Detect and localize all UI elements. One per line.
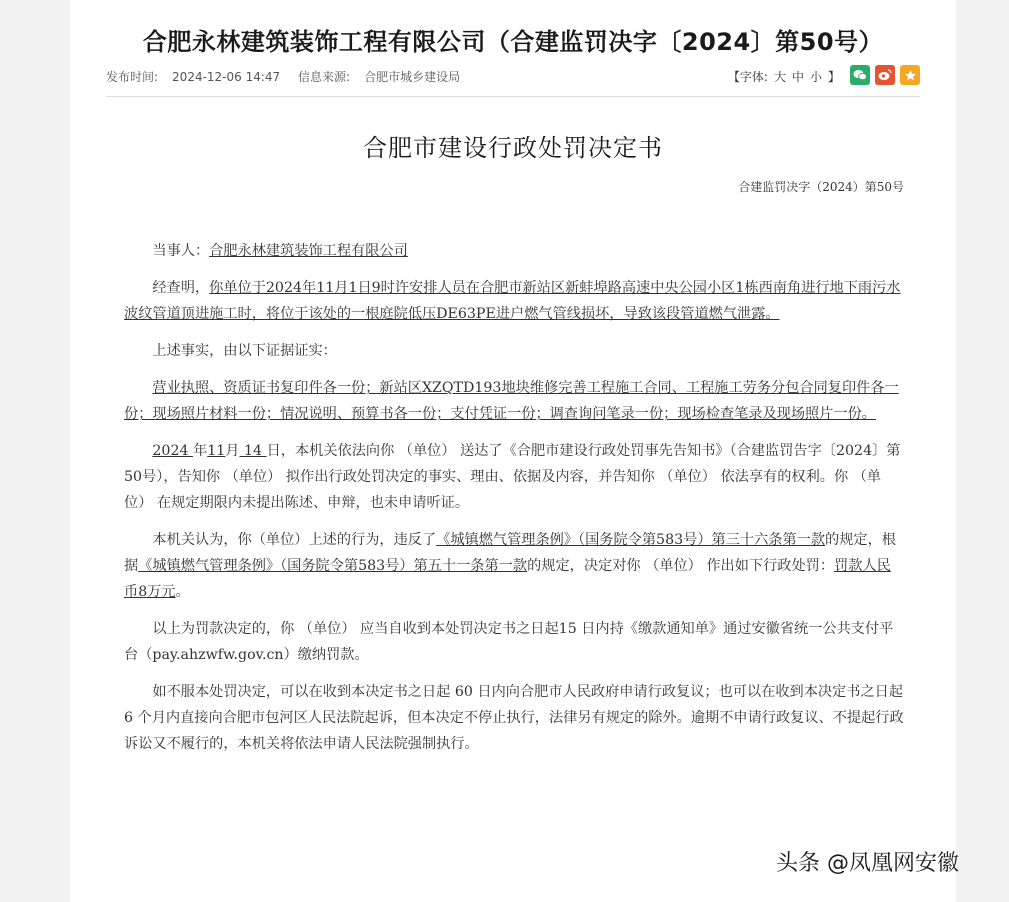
decision-text-a: 本机关认为，你（单位）上述的行为，违反了: [152, 532, 437, 548]
wechat-share-icon[interactable]: [850, 65, 870, 85]
favorite-star-icon[interactable]: [900, 65, 920, 85]
font-label: 【字体:: [727, 70, 768, 84]
paragraph-notice: [124, 438, 904, 516]
paragraph-evidence: [124, 375, 904, 427]
article-page: [70, 0, 956, 902]
basis-law: 《城镇燃气管理条例》（国务院令第583号）第五十一条第一款: [138, 558, 528, 574]
decision-text-d: 。: [175, 584, 190, 600]
notice-month-unit: 月: [225, 443, 240, 459]
article-meta: [106, 68, 474, 85]
findings-prefix: 经查明，: [152, 280, 210, 296]
paragraph-party: [124, 238, 904, 264]
party-label: 当事人：: [152, 243, 210, 259]
publish-time: 2024-12-06 14:47: [172, 70, 281, 84]
document-body: [124, 238, 904, 768]
notice-day: 14: [239, 443, 267, 459]
share-bar: [850, 65, 920, 85]
font-large-button[interactable]: 大: [773, 70, 786, 84]
font-close-label: 】: [827, 70, 840, 84]
penalty-amount: 罚款人民币8万元: [124, 558, 891, 600]
paragraph-findings: [124, 275, 904, 327]
document-title: 合肥市建设行政处罚决定书: [363, 134, 663, 162]
source-name: 合肥市城乡建设局: [364, 70, 461, 84]
decision-text-b: 的规定，根据: [124, 532, 896, 574]
notice-year: 2024: [152, 443, 194, 459]
publish-label: 发布时间:: [106, 70, 159, 84]
font-medium-button[interactable]: 中: [791, 70, 804, 84]
paragraph-evidence-intro: 上述事实，由以下证据证实：: [152, 343, 337, 359]
article-title: 合肥永林建筑装饰工程有限公司（合建监罚决字〔2024〕第50号）: [142, 28, 884, 56]
decision-text-c: 的规定，决定对你 （单位） 作出如下行政处罚：: [527, 558, 835, 574]
font-small-button[interactable]: 小: [809, 70, 822, 84]
notice-year-unit: 年: [193, 443, 208, 459]
watermark-text: 头条 @凤凰网安徽: [776, 851, 959, 876]
notice-text: 日，本机关依法向你 （单位） 送达了《合肥市建设行政处罚事先告知书》（合建监罚告字〔2024〕第50号），告知你 （单位） 拟作出行政处罚决定的事实、理由、依据及内容，并告知你 （单位） 依法享有的权利。你 （单位） 在规定期限内未提出陈述、申辩，也未申请听证。: [124, 443, 901, 511]
font-size-control: [728, 68, 840, 85]
findings-text: 你单位于2024年11月1日9时许安排人员在合肥市新站区新蚌埠路高速中央公园小区1栋西南角进行地下雨污水波纹管道顶进施工时，将位于该处的一根庭院低压DE63PE进户燃气管线损坏，导致该段管道燃气泄露。: [124, 280, 901, 322]
notice-month: 11: [207, 443, 226, 459]
paragraph-decision: [124, 527, 904, 605]
violated-law: 《城镇燃气管理条例》（国务院令第583号）第三十六条第一款: [436, 532, 826, 548]
header-divider: [106, 96, 920, 97]
evidence-list: 营业执照、资质证书复印件各一份；新站区XZQTD193地块维修完善工程施工合同、工程施工劳务分包合同复印件各一份；现场照片材料一份；情况说明、预算书各一份；支付凭证一份；调查询问笔录一份；现场检查笔录及现场照片一份。: [124, 380, 899, 422]
paragraph-appeal: 如不服本处罚决定，可以在收到本决定书之日起 60 日内向合肥市人民政府申请行政复议；也可以在收到本决定书之日起 6 个月内直接向合肥市包河区人民法院起诉，但本决定不停止执行，法律另有规定的除外。逾期不申请行政复议、不提起行政诉讼又不履行的，本机关将依法申请人民法院强制执行。: [124, 684, 904, 752]
source-label: 信息来源:: [298, 70, 351, 84]
party-name: 合肥永林建筑装饰工程有限公司: [209, 243, 408, 259]
paragraph-payment: 以上为罚款决定的，你 （单位） 应当自收到本处罚决定书之日起15 日内持《缴款通知单》通过安徽省统一公共支付平台（pay.ahzwfw.gov.cn）缴纳罚款。: [124, 621, 894, 663]
weibo-share-icon[interactable]: [875, 65, 895, 85]
document-number: 合建监罚决字（2024）第50号: [738, 180, 904, 194]
